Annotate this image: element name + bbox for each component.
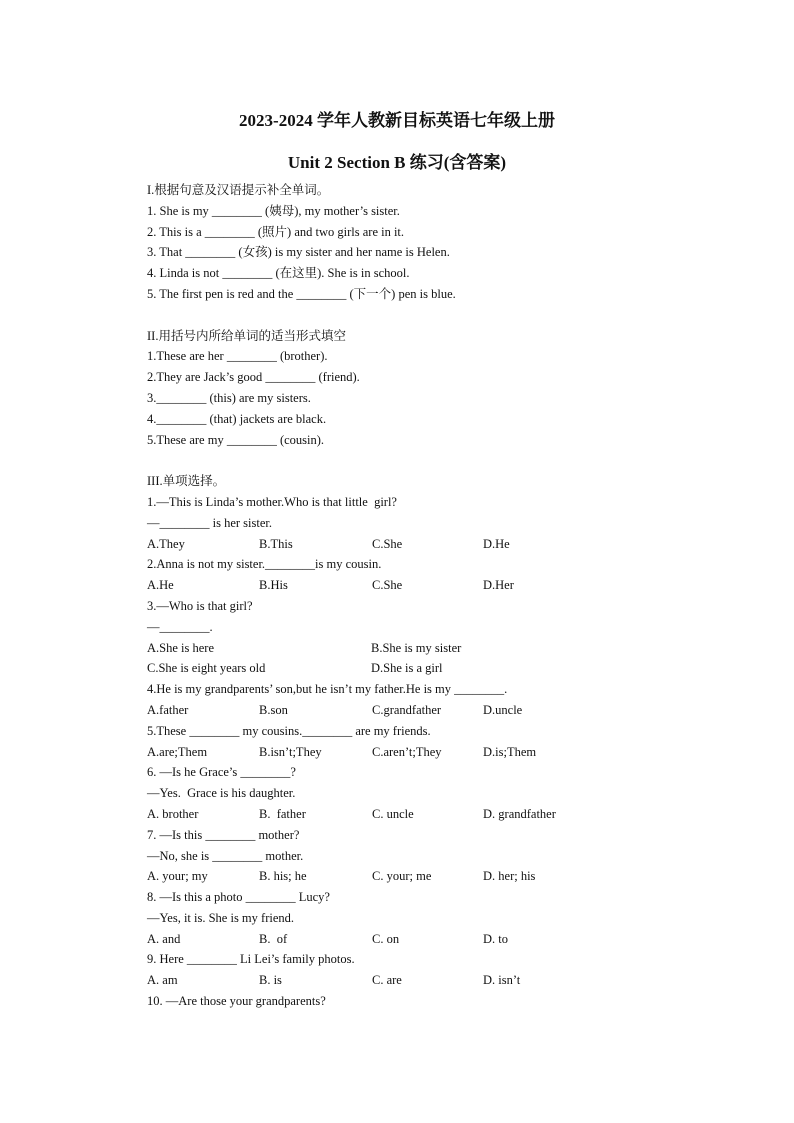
option: A.father — [147, 702, 189, 717]
option: D. her; his — [483, 869, 536, 884]
question-options — [147, 866, 747, 887]
question-stem: 7. —Is this ________ mother? — [147, 827, 300, 842]
option: C.She — [372, 536, 403, 551]
question-stem: 5.These ________ my cousins.________ are my friends. — [147, 723, 431, 738]
section-3-heading: III.单项选择。 — [147, 474, 226, 489]
option: C. are — [372, 973, 402, 988]
question-answer-line: —Yes. Grace is his daughter. — [147, 786, 296, 801]
option: A.They — [147, 536, 185, 551]
option: C.She is eight years old — [147, 661, 266, 676]
option: C.She — [372, 578, 403, 593]
option: A.She is here — [147, 640, 214, 655]
option: C.grandfather — [372, 702, 442, 717]
question-options — [147, 658, 747, 679]
question-stem: 9. Here ________ Li Lei’s family photos. — [147, 952, 355, 967]
option: B.This — [259, 536, 293, 551]
option: B. of — [259, 931, 288, 946]
section-1-item: 5. The first pen is red and the ________ (下一个) pen is blue. — [147, 286, 456, 301]
question-options — [147, 575, 747, 596]
option: D.He — [483, 536, 510, 551]
document-subtitle: Unit 2 Section B 练习(含答案) — [287, 153, 507, 172]
section-1-item: 2. This is a ________ (照片) and two girls are in it. — [147, 224, 405, 239]
question-answer-line: —________ is her sister. — [147, 515, 272, 530]
option: C. uncle — [372, 806, 414, 821]
section-1-item: 3. That ________ (女孩) is my sister and her name is Helen. — [147, 245, 450, 260]
document-title: 2023-2024 学年人教新目标英语七年级上册 — [239, 111, 555, 130]
option: A. and — [147, 931, 181, 946]
option: B.His — [259, 578, 288, 593]
option: A.are;Them — [147, 744, 208, 759]
question-options — [147, 534, 747, 555]
option: A. your; my — [147, 869, 208, 884]
option: A. am — [147, 973, 178, 988]
option: D.uncle — [483, 702, 523, 717]
option: B. his; he — [259, 869, 307, 884]
question-stem: 8. —Is this a photo ________ Lucy? — [147, 890, 330, 905]
question-stem: 1.—This is Linda’s mother.Who is that little girl? — [147, 494, 397, 509]
option: A.He — [147, 578, 174, 593]
option: B.isn’t;They — [259, 744, 322, 759]
section-1-heading: I.根据句意及汉语提示补全单词。 — [147, 183, 330, 197]
question-options — [147, 638, 747, 659]
option: C. your; me — [372, 869, 432, 884]
question-answer-line: —Yes, it is. She is my friend. — [147, 910, 295, 925]
section-1-item: 1. She is my ________ (姨母), my mother’s sister. — [147, 203, 400, 218]
option: B.She is my sister — [371, 640, 462, 655]
question-options — [147, 970, 747, 991]
section-2-item: 3.________ (this) are my sisters. — [147, 390, 311, 405]
question-stem: 2.Anna is not my sister.________is my cousin. — [147, 557, 382, 572]
option: D.is;Them — [483, 744, 537, 759]
option: D. to — [483, 931, 508, 946]
option: D.Her — [483, 578, 514, 593]
question-stem: 6. —Is he Grace’s ________? — [147, 765, 296, 780]
section-2-item: 4.________ (that) jackets are black. — [147, 411, 327, 426]
question-answer-line: —No, she is ________ mother. — [147, 848, 304, 863]
section-2-item: 2.They are Jack’s good ________ (friend). — [147, 370, 360, 385]
option: B. father — [259, 806, 306, 821]
question-stem: 10. —Are those your grandparents? — [147, 994, 326, 1009]
question-options — [147, 700, 747, 721]
option: C. on — [372, 931, 400, 946]
section-2-heading: II.用括号内所给单词的适当形式填空 — [147, 328, 346, 343]
option: D. isn’t — [483, 973, 521, 988]
section-1-item: 4. Linda is not ________ (在这里). She is in school. — [147, 266, 410, 281]
question-options — [147, 742, 747, 763]
question-stem: 4.He is my grandparents’ son,but he isn’t my father.He is my ________. — [147, 682, 508, 697]
question-options — [147, 929, 747, 950]
question-options — [147, 804, 747, 825]
option: A. brother — [147, 806, 199, 821]
question-stem: 3.—Who is that girl? — [147, 598, 253, 613]
option: B.son — [259, 702, 288, 717]
option: D.She is a girl — [371, 661, 443, 676]
option: D. grandfather — [483, 806, 556, 821]
section-2-item: 1.These are her ________ (brother). — [147, 349, 328, 364]
exercise-content — [147, 180, 747, 1012]
option: C.aren’t;They — [372, 744, 442, 759]
question-answer-line: —________. — [147, 619, 213, 634]
section-2-item: 5.These are my ________ (cousin). — [147, 432, 325, 447]
option: B. is — [259, 973, 282, 988]
